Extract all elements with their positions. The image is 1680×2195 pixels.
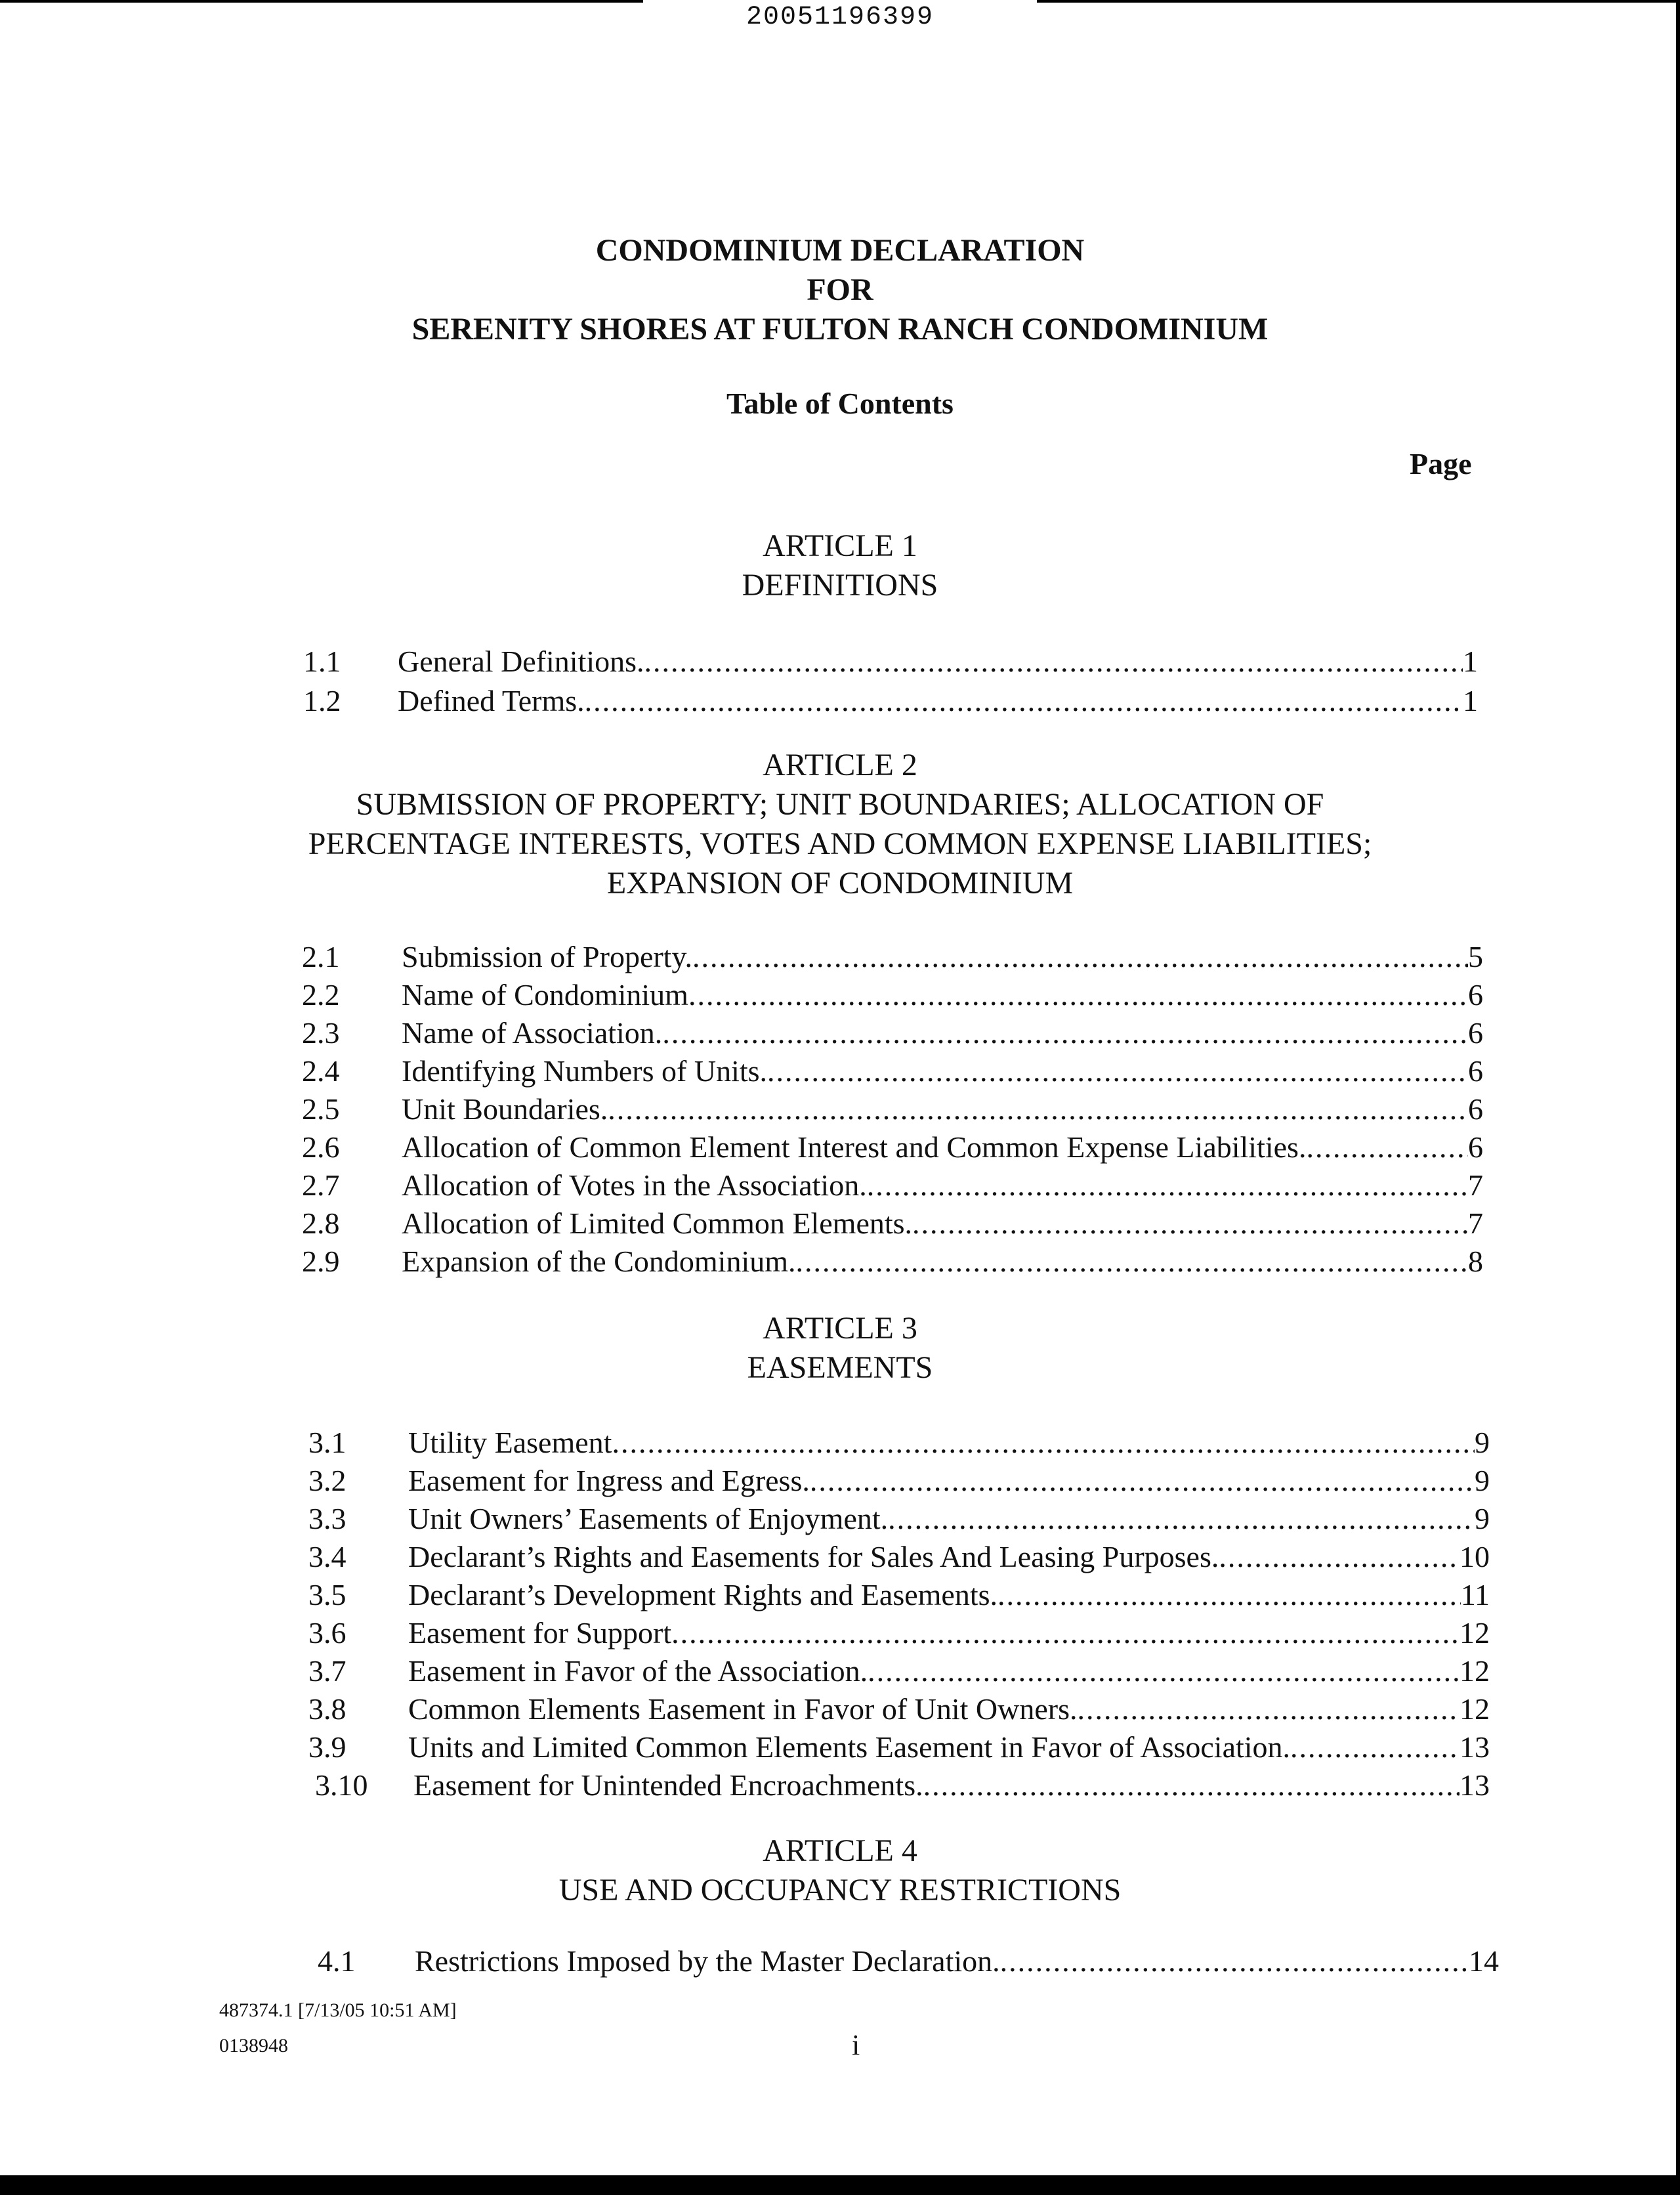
toc-entry[interactable] [308, 1499, 1490, 1539]
section-title: Submission of Property. [402, 940, 692, 973]
toc-entry[interactable] [302, 1242, 1483, 1281]
page-number: 12 [1460, 1654, 1490, 1688]
toc-entry[interactable] [318, 1942, 1499, 1981]
dot-leader [767, 1052, 1468, 1091]
section-number: 3.10 [315, 1768, 368, 1802]
toc-entry[interactable] [302, 1013, 1483, 1053]
section-title: Name of Association. [402, 1016, 663, 1050]
dot-leader [888, 1499, 1475, 1539]
section-number: 2.3 [302, 1016, 340, 1050]
toc-entry[interactable] [302, 1052, 1483, 1091]
article-label: ARTICLE 3 [763, 1311, 917, 1346]
page-number: 12 [1460, 1692, 1490, 1726]
section-number: 4.1 [318, 1944, 356, 1978]
section-title: Utility Easement [408, 1426, 612, 1459]
page-number: 8 [1468, 1245, 1483, 1278]
article-title: EXPANSION OF CONDOMINIUM [606, 866, 1074, 901]
dot-leader [867, 1166, 1468, 1205]
section-title: Expansion of the Condominium. [402, 1245, 796, 1278]
dot-leader [671, 1613, 1460, 1653]
page-number: 11 [1460, 1578, 1490, 1611]
dot-leader [912, 1204, 1468, 1243]
page-number: 9 [1475, 1502, 1490, 1535]
article-2-heading [0, 746, 1680, 903]
section-number: 3.3 [308, 1502, 346, 1535]
title-line-1: CONDOMINIUM DECLARATION [595, 233, 1085, 268]
page-number: 10 [1460, 1540, 1490, 1573]
page-number: 6 [1468, 1054, 1483, 1088]
section-number: 3.2 [308, 1464, 346, 1497]
section-number: 1.1 [303, 645, 341, 678]
dot-leader [688, 975, 1468, 1015]
section-title: Allocation of Votes in the Association. [402, 1168, 867, 1202]
toc-entry[interactable] [308, 1461, 1490, 1501]
page-number: 6 [1468, 1130, 1483, 1164]
article-title: PERCENTAGE INTERESTS, VOTES AND COMMON EXPENSE LIABILITIES; [308, 826, 1372, 861]
page-number: 7 [1468, 1206, 1483, 1240]
section-number: 2.5 [302, 1092, 340, 1126]
section-title: Easement in Favor of the Association. [408, 1654, 868, 1688]
article-title: DEFINITIONS [742, 568, 938, 603]
page-number: 5 [1468, 940, 1483, 973]
article-label: ARTICLE 4 [763, 1833, 917, 1868]
toc-entry[interactable] [302, 1090, 1483, 1129]
toc-entry[interactable] [303, 681, 1478, 721]
dot-leader [923, 1766, 1460, 1805]
page-number: 13 [1460, 1730, 1490, 1764]
toc-entry[interactable] [308, 1652, 1490, 1691]
article-title: USE AND OCCUPANCY RESTRICTIONS [558, 1873, 1122, 1907]
page-number: 6 [1468, 978, 1483, 1012]
article-1-heading [0, 526, 1680, 605]
document-title [0, 231, 1680, 349]
section-title: Restrictions Imposed by the Master Declaration. [415, 1944, 1000, 1978]
dot-leader [1000, 1942, 1469, 1981]
toc-entry[interactable] [308, 1537, 1490, 1577]
toc-entry[interactable] [302, 975, 1483, 1015]
section-title: Defined Terms. [398, 684, 585, 717]
section-number: 2.1 [302, 940, 340, 973]
dot-leader [585, 681, 1463, 721]
page-number: 12 [1460, 1616, 1490, 1650]
section-title: Name of Condominium [402, 978, 688, 1012]
page-number: 13 [1460, 1768, 1490, 1802]
title-line-2: FOR [807, 272, 873, 307]
dot-leader [612, 1423, 1475, 1462]
scan-edge-bottom [0, 2175, 1680, 2195]
page-column-label: Page [1410, 447, 1472, 480]
dot-leader [1078, 1690, 1460, 1729]
section-title: Declarant’s Rights and Easements for Sales And Leasing Purposes. [408, 1540, 1219, 1573]
article-3-heading [0, 1309, 1680, 1388]
dot-leader [1290, 1728, 1460, 1767]
section-title: Identifying Numbers of Units. [402, 1054, 768, 1088]
section-number: 2.9 [302, 1245, 340, 1278]
section-number: 2.7 [302, 1168, 340, 1202]
section-number: 3.8 [308, 1692, 346, 1726]
dot-leader [644, 642, 1463, 681]
dot-leader [692, 937, 1468, 977]
footer-doc-reference: 487374.1 [7/13/05 10:51 AM] [219, 1999, 457, 2021]
section-number: 3.9 [308, 1730, 346, 1764]
recording-number: 20051196399 [746, 3, 934, 32]
section-title: Units and Limited Common Elements Easement in Favor of Association. [408, 1730, 1291, 1764]
section-number: 2.6 [302, 1130, 340, 1164]
section-number: 3.1 [308, 1426, 346, 1459]
dot-leader [998, 1575, 1461, 1615]
toc-entry[interactable] [308, 1575, 1490, 1615]
page-number: 1 [1463, 684, 1478, 717]
section-title: General Definitions. [398, 645, 644, 678]
section-number: 3.7 [308, 1654, 346, 1688]
page-number: 14 [1469, 1944, 1499, 1978]
section-number: 3.5 [308, 1578, 346, 1611]
toc-entry[interactable] [303, 642, 1478, 681]
section-number: 2.2 [302, 978, 340, 1012]
dot-leader [810, 1461, 1475, 1501]
toc-heading: Table of Contents [726, 387, 954, 420]
page-number: 7 [1468, 1168, 1483, 1202]
article-label: ARTICLE 2 [763, 748, 917, 782]
page-number: 1 [1463, 645, 1478, 678]
dot-leader [662, 1013, 1468, 1053]
section-title: Allocation of Limited Common Elements. [402, 1206, 913, 1240]
footer-client-number: 0138948 [219, 2035, 288, 2056]
section-number: 3.6 [308, 1616, 346, 1650]
toc-entry[interactable] [302, 1128, 1483, 1167]
article-label: ARTICLE 1 [763, 528, 917, 563]
toc-entry[interactable] [302, 1166, 1483, 1205]
section-title: Unit Boundaries. [402, 1092, 608, 1126]
section-title: Declarant’s Development Rights and Easements. [408, 1578, 998, 1611]
toc-entry[interactable] [302, 1204, 1483, 1243]
dot-leader [1219, 1537, 1460, 1577]
section-title: Easement for Ingress and Egress. [408, 1464, 810, 1497]
section-number: 1.2 [303, 684, 341, 717]
section-title: Common Elements Easement in Favor of Unit Owners. [408, 1692, 1078, 1726]
toc-entry[interactable] [308, 1613, 1490, 1653]
dot-leader [796, 1242, 1468, 1281]
section-title: Unit Owners’ Easements of Enjoyment. [408, 1502, 889, 1535]
section-title: Easement for Support [408, 1616, 672, 1650]
dot-leader [608, 1090, 1468, 1129]
section-title: Easement for Unintended Encroachments. [413, 1768, 923, 1802]
page-number: 9 [1475, 1464, 1490, 1497]
article-4-heading [0, 1831, 1680, 1910]
section-number: 3.4 [308, 1540, 346, 1573]
page-number: 6 [1468, 1016, 1483, 1050]
section-title: Allocation of Common Element Interest and Common Expense Liabilities. [402, 1130, 1307, 1164]
page-number: 9 [1475, 1426, 1490, 1459]
section-number: 2.4 [302, 1054, 340, 1088]
page-number-roman: i [852, 2029, 860, 2061]
toc-entry[interactable] [302, 937, 1483, 977]
toc-entry[interactable] [315, 1766, 1490, 1805]
toc-entry[interactable] [308, 1728, 1490, 1767]
article-title: SUBMISSION OF PROPERTY; UNIT BOUNDARIES; ALLOCATION OF [356, 787, 1324, 822]
page-number: 6 [1468, 1092, 1483, 1126]
toc-entry[interactable] [308, 1423, 1490, 1462]
article-title: EASEMENTS [747, 1350, 933, 1385]
dot-leader [868, 1652, 1460, 1691]
title-line-3: SERENITY SHORES AT FULTON RANCH CONDOMINIUM [411, 312, 1269, 347]
dot-leader [1306, 1128, 1468, 1167]
toc-entry[interactable] [308, 1690, 1490, 1729]
section-number: 2.8 [302, 1206, 340, 1240]
